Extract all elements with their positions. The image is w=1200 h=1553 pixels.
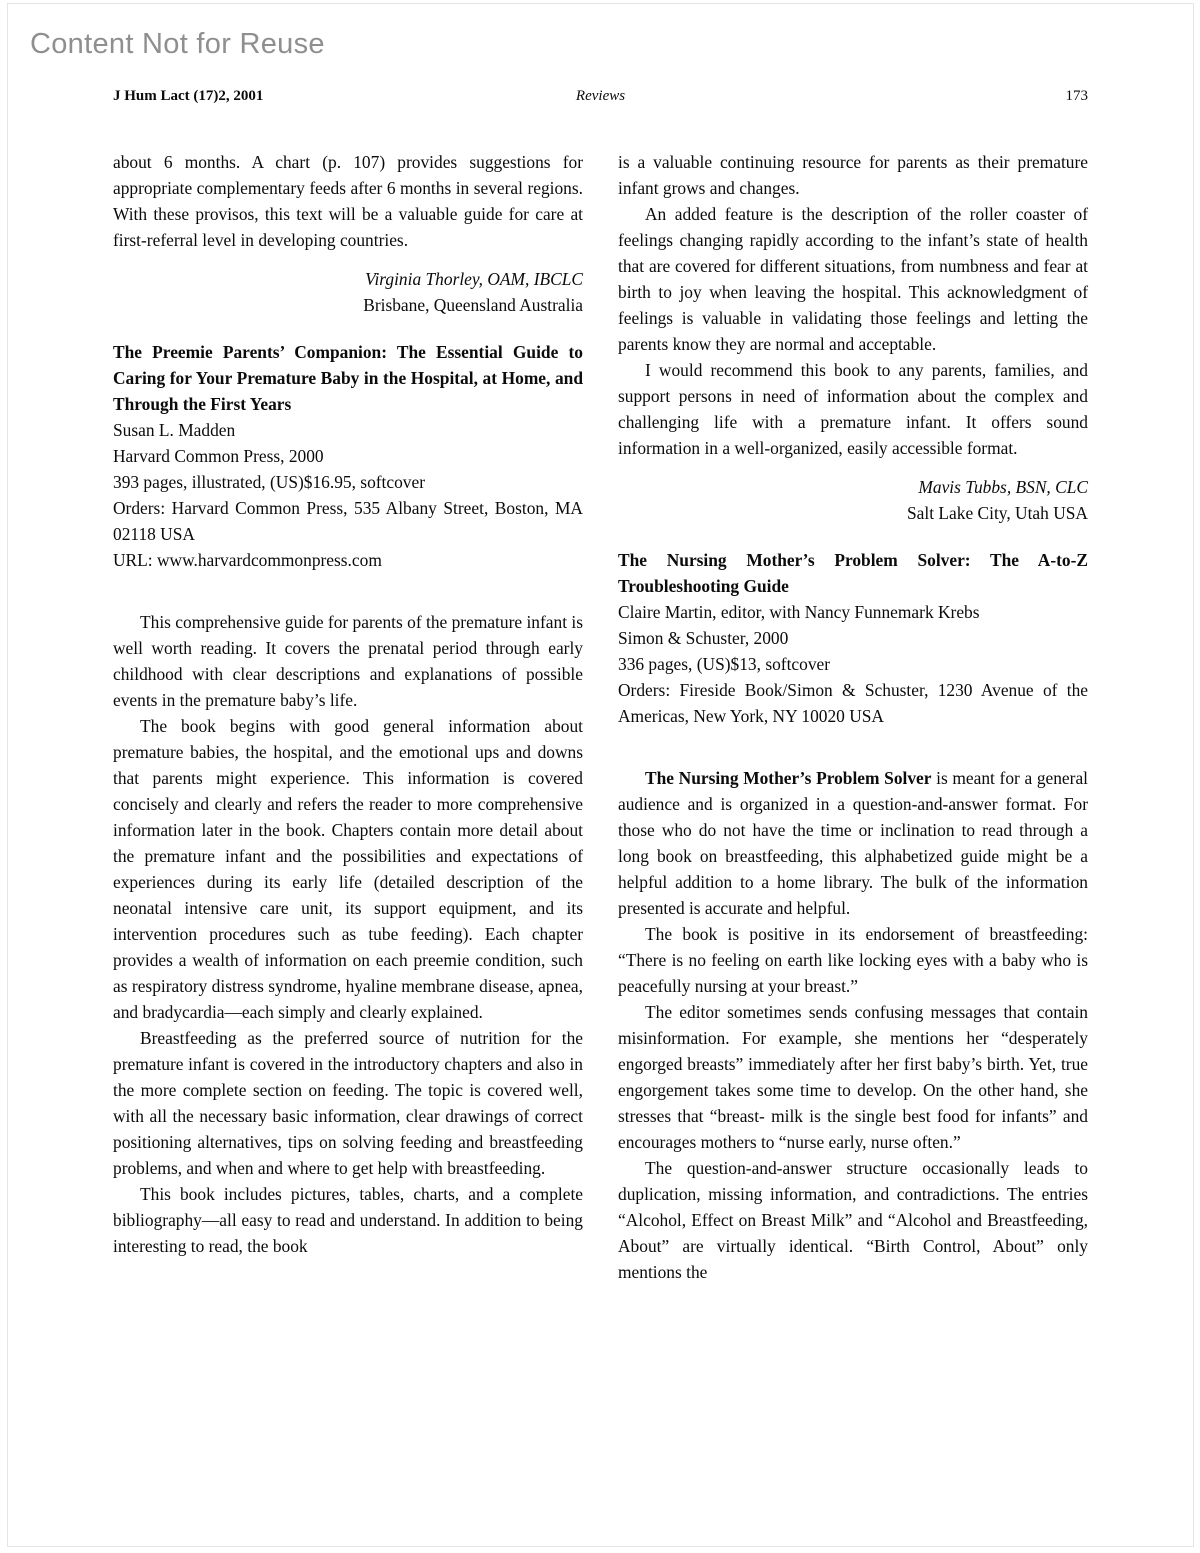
journal-citation: J Hum Lact (17)2, 2001 [113,88,264,104]
review-paragraph: The editor sometimes sends confusing messages that contain misinformation. For example, she mentions her “desperately engorged breasts” immediately after her first baby’s birth. Yet, true engorgement takes some time to develop. On the other hand, she stresses that “breast- milk is the single best food for infants” and encourages mothers to “nurse early, nurse often.” [618,1002,1088,1152]
review-paragraph: The book is positive in its endorsement of breastfeeding: “There is no feeling on earth like locking eyes with a baby who is peacefully nursing at your breast.” [618,924,1088,996]
review-paragraph: Breastfeeding as the preferred source of nutrition for the premature infant is covered in the introductory chapters and also in the more complete section on feeding. The topic is covered well, with all the necessary basic information, clear drawings of correct positioning alternatives, tips on solving feeding and breastfeeding problems, and when and where to get help with breastfeeding. [113,1028,583,1178]
review-paragraph: An added feature is the description of the roller coaster of feelings changing rapidly according to the infant’s state of health that are covered for different situations, from numbness and fear at birth to joy when leaving the hospital. This acknowledgment of feelings is valuable in validating those feelings and letting the parents know they are normal and acceptable. [618,204,1088,354]
review-paragraph: This book includes pictures, tables, charts, and a complete bibliography—all easy to read and understand. In addition to being interesting to read, the book [113,1184,583,1256]
watermark: Content Not for Reuse [30,28,325,60]
left-column [113,149,583,1285]
book-title: The Nursing Mother’s Problem Solver: The A-to-Z Troubleshooting Guide [618,550,1088,596]
book-title-inline: The Nursing Mother’s Problem Solver [645,768,932,788]
reviewer-name: Mavis Tubbs, BSN, CLC [918,477,1088,497]
reviewer-byline [113,266,583,318]
review-paragraph: is a valuable continuing resource for parents as their premature infant grows and changes. [618,152,1088,198]
book-orders: Orders: Harvard Common Press, 535 Albany Street, Boston, MA 02118 USA [113,498,583,544]
book-title: The Preemie Parents’ Companion: The Essential Guide to Caring for Your Premature Baby in the Hospital, at Home, and Through the First Years [113,342,583,414]
book-details: 336 pages, (US)$13, softcover [618,654,831,674]
book-publisher: Simon & Schuster, 2000 [618,628,789,648]
review-paragraph: I would recommend this book to any parents, families, and support persons in need of information about the complex and challenging life with a premature infant. It offers sound information in a well-organized, easily accessible format. [618,360,1088,458]
section-label: Reviews [575,88,626,104]
book-publisher: Harvard Common Press, 2000 [113,446,324,466]
book-details: 393 pages, illustrated, (US)$16.95, softcover [113,472,426,492]
book-author: Claire Martin, editor, with Nancy Funnemark Krebs [618,602,980,622]
reviewer-name: Virginia Thorley, OAM, IBCLC [365,269,583,289]
review-paragraph [618,765,1088,921]
review-paragraph: about 6 months. A chart (p. 107) provides suggestions for appropriate complementary feeds after 6 months in several regions. With these provisos, this text will be a valuable guide for care at first-referral level in developing countries. [113,152,583,250]
review-paragraph: The question-and-answer structure occasionally leads to duplication, missing information, and contradictions. The entries “Alcohol, Effect on Breast Milk” and “Alcohol and Breastfeeding, About” are virtually identical. “Birth Control, About” only mentions the [618,1158,1088,1282]
right-column [618,149,1088,1285]
reviewer-location: Brisbane, Queensland Australia [363,295,583,315]
two-column-body [113,149,1088,1285]
book-orders: Orders: Fireside Book/Simon & Schuster, 1230 Avenue of the Americas, New York, NY 10020 USA [618,680,1088,726]
reviewer-byline [618,474,1088,526]
reviewer-location: Salt Lake City, Utah USA [907,503,1088,523]
book-author: Susan L. Madden [113,420,236,440]
page-number: 173 [1065,88,1088,104]
review-paragraph-text: is meant for a general audience and is organized in a question-and-answer format. For those who do not have the time or inclination to read through a long book on breastfeeding, this alphabetized guide might be a helpful addition to a home library. The bulk of the information presented is accurate and helpful. [618,768,1088,918]
review-paragraph: This comprehensive guide for parents of the premature infant is well worth reading. It covers the prenatal period through early childhood with clear descriptions and explanations of possible events in the premature baby’s life. [113,612,583,710]
review-paragraph: The book begins with good general information about premature babies, the hospital, and the emotional ups and downs that parents might experience. This information is covered concisely and clearly and refers the reader to more comprehensive information later in the book. Chapters contain more detail about the premature infant and the possibilities and expectations of experiences during its early life (detailed description of the neonatal intensive care unit, its support equipment, and its intervention procedures such as tube feeding). Each chapter provides a wealth of information on each preemie condition, such as respiratory distress syndrome, hyaline membrane disease, apnea, and bradycardia—each simply and clearly explained. [113,716,583,1022]
book-metadata [113,417,583,573]
book-metadata [618,599,1088,729]
book-url: URL: www.harvardcommonpress.com [113,550,382,570]
